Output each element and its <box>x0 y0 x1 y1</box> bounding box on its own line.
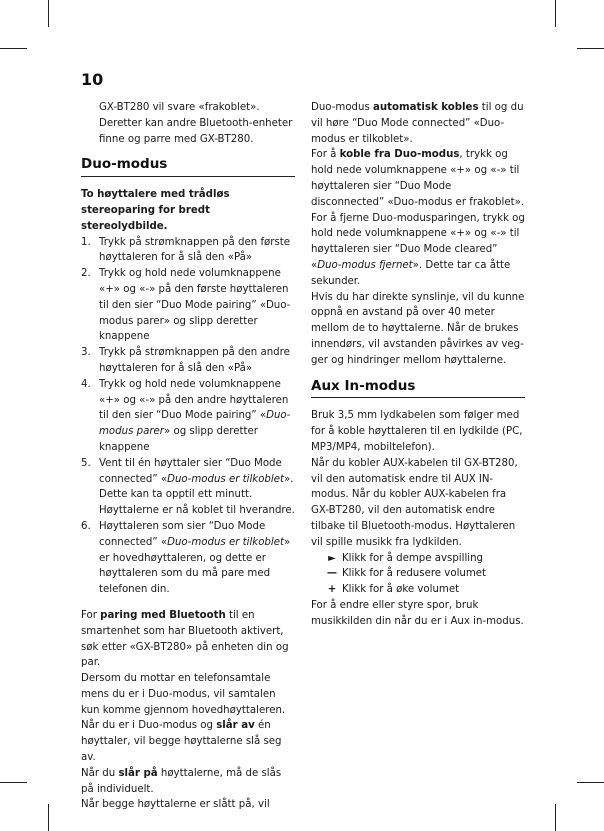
paragraph-phone-call: Dersom du mottar en telefonsamtale mens du er i Duo-modus, vil samtalen kun komme gjennom hovedhøyttaleren. <box>81 673 286 716</box>
page-number: 10 <box>81 70 104 89</box>
crop-mark <box>555 0 556 27</box>
list-item: 1. Trykk på strømknappen på den første høyttaleren for å slå den «På» <box>81 236 291 264</box>
crop-mark <box>577 48 604 49</box>
paragraph-aux-mode: Når du kobler AUX-kabelen til GX-BT280, vil den automatisk endre til AUX IN-modus. Når du kobler AUX-kabelen fra GX-BT280, vil den automatisk endre tilbake til Bluetooth-modus. Høyttaleren vil spille musikk fra lydkilden. <box>311 457 518 548</box>
right-column <box>311 100 525 630</box>
paragraph-both-on: Når begge høyttalerne er slått på, vil <box>81 799 270 811</box>
paragraph-disconnect: For å koble fra Duo-modus, trykk og hold nede volumknappene «+» og «-» til høyttaleren sier “Duo Mode disconnected” «Duo-modus er frakoblet». <box>311 149 525 208</box>
paragraph-range: Hvis du har direkte synslinje, vil du kunne oppnå en avstand på over 40 meter mellom de to høyttalerne. Når de brukes innendørs, vil avstanden påvirkes av veg-ger og hindringer mellom høyttalerne. <box>311 291 525 366</box>
paragraph-auto-connect: Duo-modus automatisk kobles til og du vil høre “Duo Mode connected” «Duo-modus er tilkoblet». <box>311 102 524 145</box>
crop-mark <box>0 48 27 49</box>
list-item: 2. Trykk og hold nede volumknappene «+» og «-» på den første høyttaleren til den sier “Duo Mode pairing” «Duo-modus parer» og slipp deretter knappene <box>81 268 291 343</box>
duo-subheading: To høyttalere med trådløs stereoparing for bredt stereolydbilde. <box>81 189 230 232</box>
section-heading-duo: Duo-modus <box>81 157 295 177</box>
controls-list <box>311 551 525 598</box>
intro-text: GX-BT280 vil svare «frakoblet». Deretter kan andre Bluetooth-enheter finne og parre med GX-BT280. <box>99 102 293 145</box>
list-item: — Klikk for å redusere volumet <box>311 566 525 582</box>
crop-mark <box>0 782 27 783</box>
list-item: 6. Høyttaleren som sier “Duo Mode connected” «Duo-modus er tilkoblet» er hovedhøyttaleren, og dette er høyttaleren som du må pare med telefonen din. <box>81 520 291 596</box>
minus-icon: — <box>326 568 338 580</box>
list-item: 3. Trykk på strømknappen på den andre høyttaleren for å slå den «På» <box>81 347 290 374</box>
list-item: ► Klikk for å dempe avspilling <box>311 551 525 567</box>
duo-steps-list <box>81 235 295 598</box>
paragraph-aux-cable: Bruk 3,5 mm lydkabelen som følger med for å koble høyttaleren til en lydkilde (PC, MP3/MP4, mobiltelefon). <box>311 410 523 453</box>
crop-mark <box>555 804 556 831</box>
play-icon: ► <box>328 552 336 564</box>
crop-mark <box>48 804 49 831</box>
list-item: + Klikk for å øke volumet <box>311 582 525 598</box>
crop-mark <box>577 782 604 783</box>
crop-mark <box>48 0 49 27</box>
list-item: 4. Trykk og hold nede volumknappene «+» og «-» på den andre høyttaleren til den sier “Duo Mode pairing” «Duo-modus parer» og slipp deretter knappene <box>81 378 291 453</box>
section-heading-aux: Aux In-modus <box>311 379 525 399</box>
paragraph-clear-pairing: For å fjerne Duo-modusparingen, trykk og hold nede volumknappene «+» og «-» til høyttaleren sier “Duo Mode cleared” «Duo-modus fjernet». Dette tar ca åtte sekunder. <box>311 212 525 287</box>
paragraph-bluetooth-pairing: For paring med Bluetooth til en smartenhet som har Bluetooth aktivert, søk etter «GX-BT280» på enheten din og par. <box>81 609 289 669</box>
list-item: 5. Vent til én høyttaler sier “Duo Mode connected” «Duo-modus er tilkoblet». Dette kan ta opptil ett minutt. Høyttalerne er nå koblet til hverandre. <box>81 457 295 517</box>
plus-icon: + <box>327 584 337 596</box>
paragraph-track-control: For å endre eller styre spor, bruk musikkilden din når du er i Aux in-modus. <box>311 599 524 627</box>
paragraph-power-off: Når du er i Duo-modus og slår av én høyttaler, vil begge høyttalerne slå seg av. <box>81 720 282 764</box>
paragraph-power-on: Når du slår på høyttalerne, må de slås på individuelt. <box>81 767 282 795</box>
left-column <box>81 100 295 813</box>
